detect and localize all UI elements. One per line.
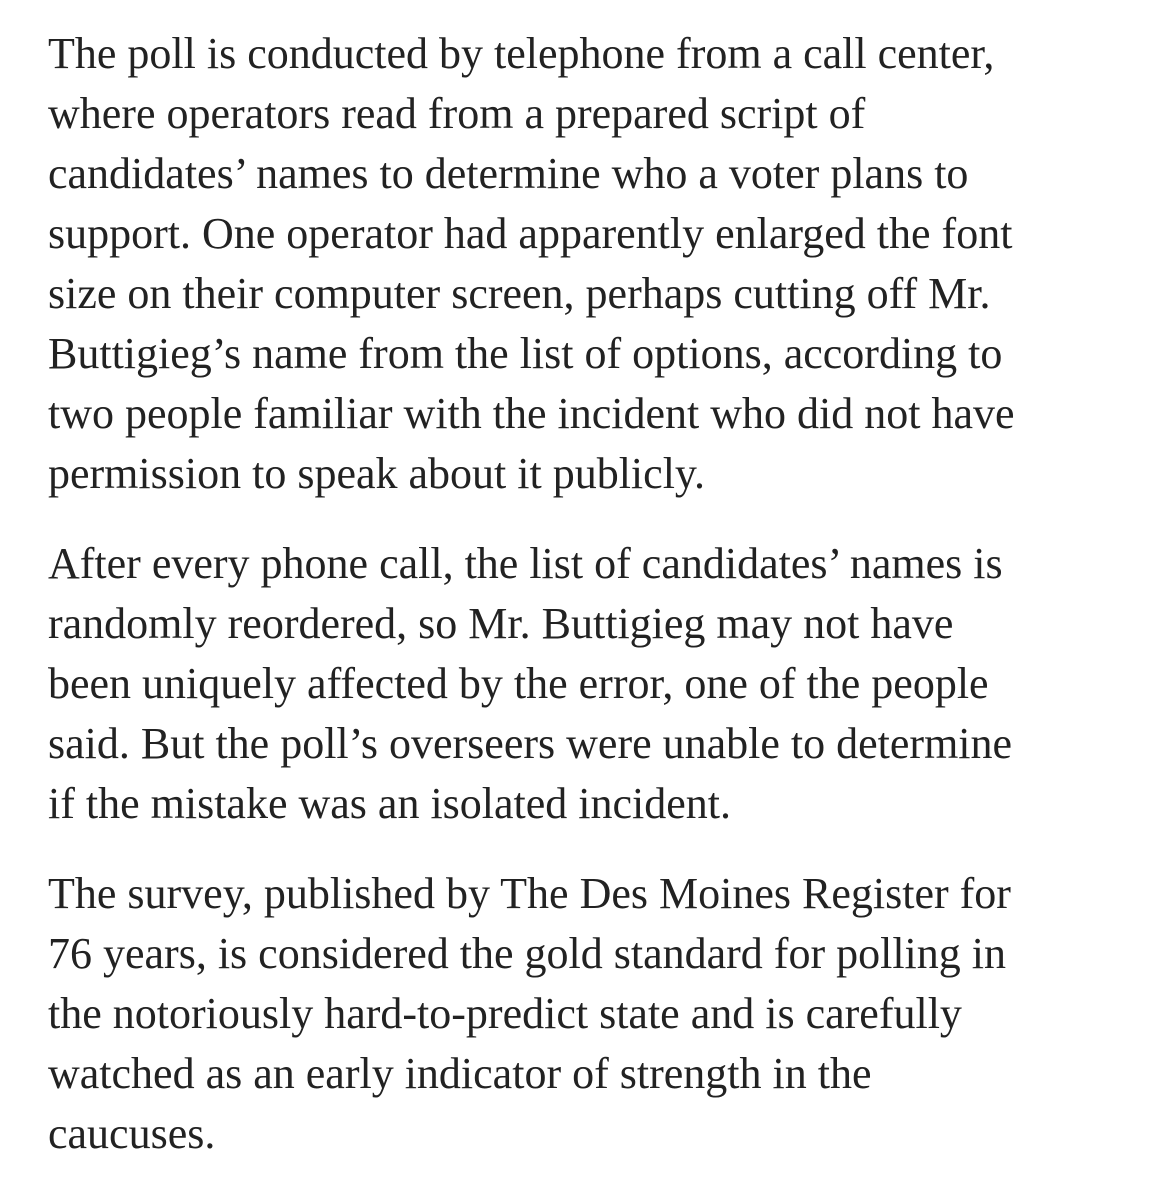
article-paragraph: After every phone call, the list of candidates’ names is randomly reordered, so Mr. Buttigieg may not have been uniquely affected by the error, one of the people said. But the poll’s overseers were unable to determine if the mistake was an isolated incident. [48, 539, 1013, 828]
article-body [48, 24, 1138, 1164]
article-paragraph: The survey, published by The Des Moines Register for 76 years, is considered the gold standard for polling in the notoriously hard-to-predict state and is carefully watched as an early indicator of strength in the caucuses. [48, 869, 1011, 1158]
article-paragraph: The poll is conducted by telephone from a call center, where operators read from a prepared script of candidates’ names to determine who a voter plans to support. One operator had apparently enlarged the font size on their computer screen, perhaps cutting off Mr. Buttigieg’s name from the list of options, according to two people familiar with the incident who did not have permission to speak about it publicly. [48, 29, 1015, 498]
